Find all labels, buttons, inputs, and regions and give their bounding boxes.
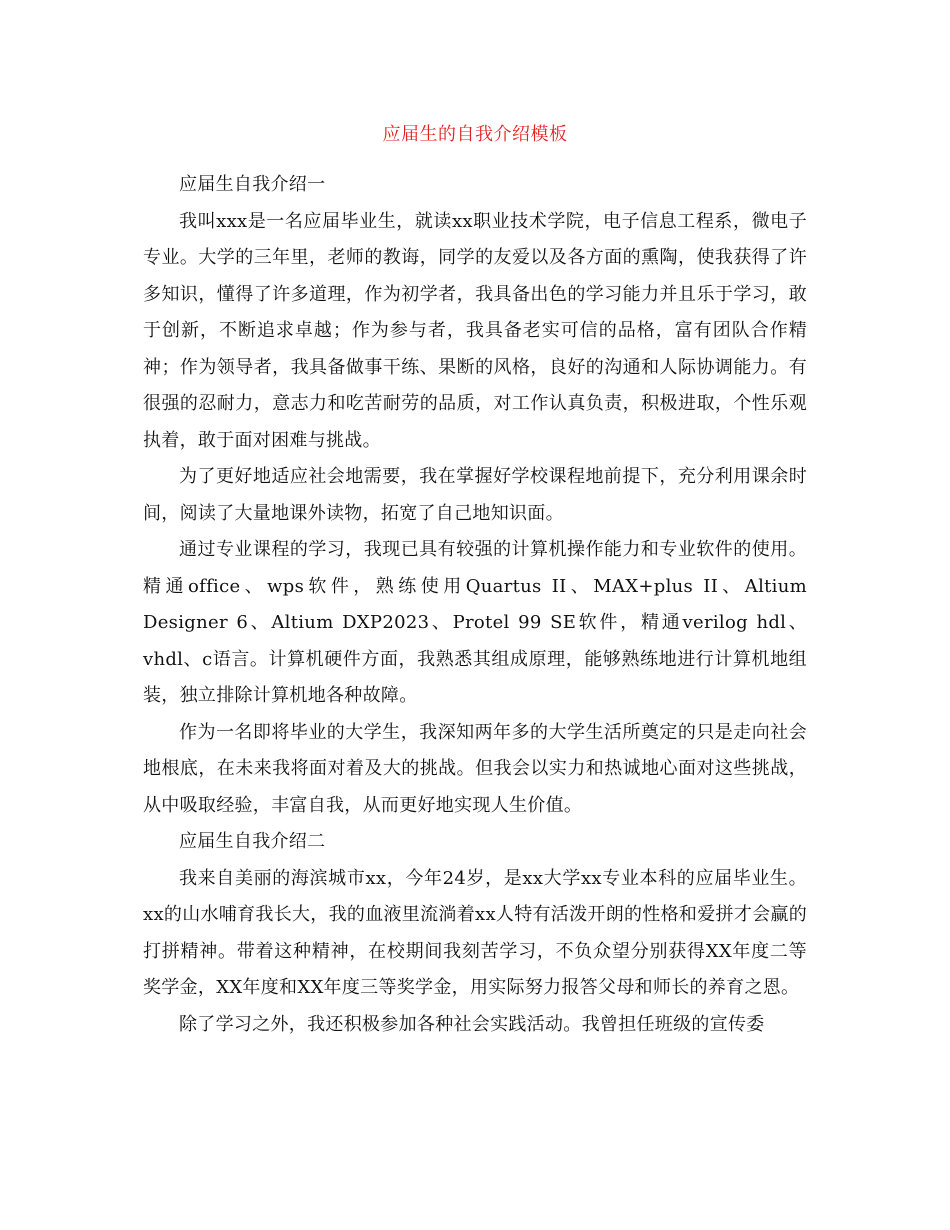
paragraph-intro-1: 我叫xxx是一名应届毕业生，就读xx职业技术学院，电子信息工程系，微电子专业。大学的三年里，老师的教诲，同学的友爱以及各方面的熏陶，使我获得了许多知识，懂得了许多道理，作为初学者，我具备出色的学习能力并且乐于学习，敢于创新，不断追求卓越；作为参与者，我具备老实可信的品格，富有团队合作精神；作为领导者，我具备做事干练、果断的风格，良好的沟通和人际协调能力。有很强的忍耐力，意志力和吃苦耐劳的品质，对工作认真负责，积极进取，个性乐观执着，敢于面对困难与挑战。 <box>143 210 807 451</box>
paragraph-adapt-society: 为了更好地适应社会地需要，我在掌握好学校课程地前提下，充分利用课余时间，阅读了大量地课外读物，拓宽了自己地知识面。 <box>143 466 807 524</box>
paragraph-intro-2: 我来自美丽的海滨城市xx，今年24岁，是xx大学xx专业本科的应届毕业生。xx的山水哺育我长大，我的血液里流淌着xx人特有活泼开朗的性格和爱拼才会赢的打拼精神。带着这种精神，在校期间我刻苦学习，不负众望分别获得XX年度二等奖学金，XX年度和XX年度三等奖学金，用实际努力报答父母和师长的养育之恩。 <box>143 867 808 998</box>
section-heading-2: 应届生自我介绍二 <box>179 831 326 852</box>
section-heading-1: 应届生自我介绍一 <box>179 174 326 195</box>
document-body <box>143 167 807 1043</box>
paragraph-future: 作为一名即将毕业的大学生，我深知两年多的大学生活所奠定的只是走向社会地根底，在未来我将面对着及大的挑战。但我会以实力和热诚地心面对这些挑战，从中吸取经验，丰富自我，从而更好地实现人生价值。 <box>143 721 807 816</box>
paragraph-computer-skills: 通过专业课程的学习，我现已具有较强的计算机操作能力和专业软件的使用。精通office、wps软件，熟练使用Quartus II、MAX+plus II、Altium Designer 6、Altium DXP2023、Protel 99 SE软件，精通verilog hdl、vhdl、c语言。计算机硬件方面，我熟悉其组成原理，能够熟练地进行计算机地组装，独立排除计算机地各种故障。 <box>143 539 807 706</box>
document-title: 应届生的自我介绍模板 <box>382 124 568 145</box>
paragraph-activities: 除了学习之外，我还积极参加各种社会实践活动。我曾担任班级的宣传委 <box>179 1013 765 1035</box>
